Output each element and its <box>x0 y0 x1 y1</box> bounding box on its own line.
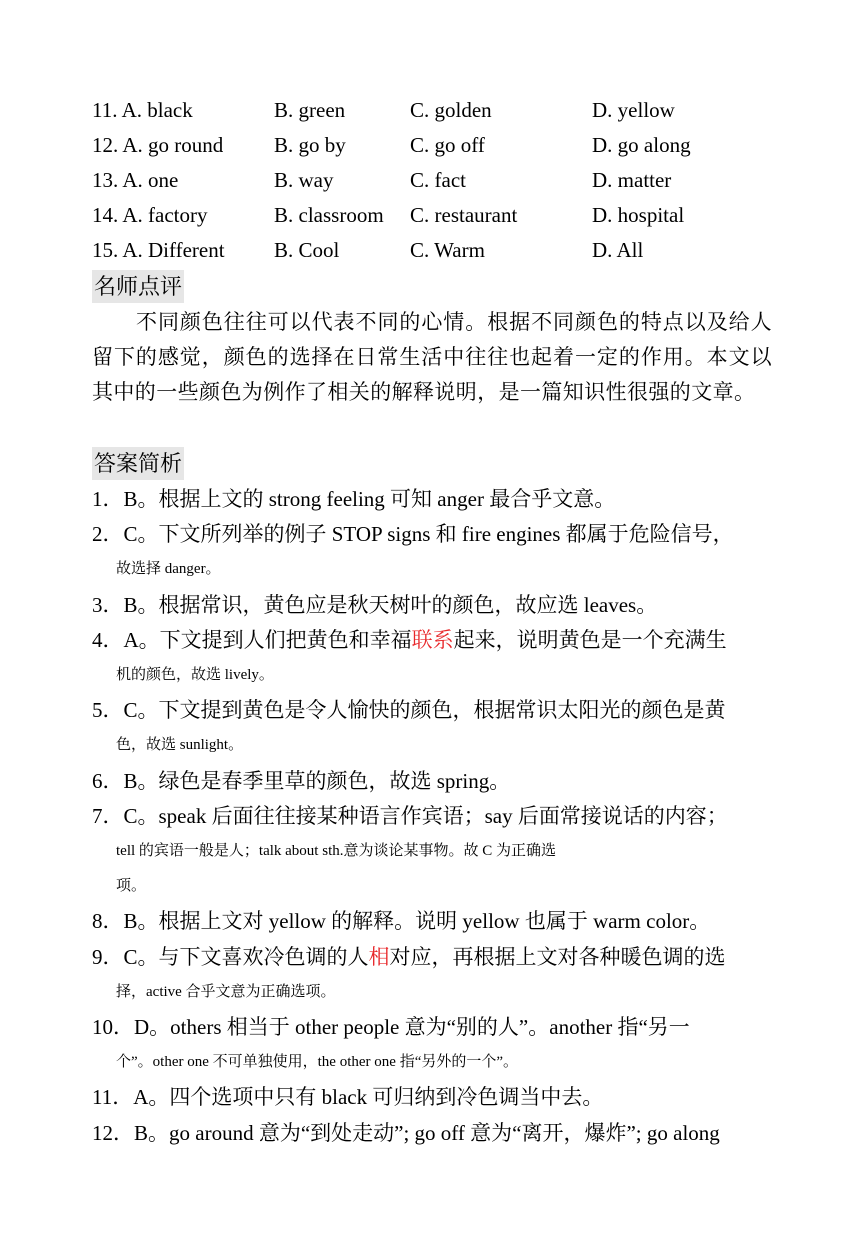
option-d: D. go along <box>592 133 691 157</box>
option-a: 15. A. Different <box>92 238 225 262</box>
answer-5-cont: 色，故选 sunlight。 <box>116 737 244 754</box>
option-a: 11. A. black <box>92 98 193 122</box>
option-b: B. Cool <box>274 238 340 262</box>
answer-10-cont: 个”。other one 不可单独使用，the other one 指“另外的一个”。 <box>116 1054 519 1071</box>
answer-1: 1．B。根据上文的 strong feeling 可知 anger 最合乎文意。 <box>92 487 616 511</box>
answer-8: 8．B。根据上文对 yellow 的解释。说明 yellow 也属于 warm color。 <box>92 909 711 934</box>
option-b: B. way <box>274 168 334 192</box>
option-c: C. Warm <box>410 238 485 262</box>
option-a: 13. A. one <box>92 168 179 192</box>
option-a: 14. A. factory <box>92 203 208 227</box>
highlight-text: 联系 <box>411 627 454 652</box>
answer-12: 12．B。go around 意为“到处走动”; go off 意为“离开，爆炸”; go along <box>92 1120 720 1145</box>
option-c: C. golden <box>410 98 492 122</box>
option-d: D. yellow <box>592 98 675 122</box>
answer-list <box>92 482 772 1151</box>
highlight-text: 相 <box>368 944 390 969</box>
answer-5: 5．C。下文提到黄色是令人愉快的颜色，根据常识太阳光的颜色是黄 <box>92 698 726 723</box>
option-b: B. classroom <box>274 203 384 227</box>
option-c: C. restaurant <box>410 203 518 227</box>
option-d: D. matter <box>592 168 672 192</box>
answer-11: 11．A。四个选项中只有 black 可归纳到冷色调当中去。 <box>92 1085 604 1110</box>
answer-2: 2．C。下文所列举的例子 STOP signs 和 fire engines 都属于危险信号， <box>92 522 734 547</box>
option-d: D. hospital <box>592 203 685 227</box>
answer-7: 7．C。speak 后面往往接某种语言作宾语；say 后面常接说话的内容； <box>92 803 728 828</box>
answer-9: 9．C。与下文喜欢冷色调的人相对应，再根据上文对各种暖色调的选 <box>92 944 726 969</box>
answer-7-cont: 项。 <box>116 878 147 895</box>
option-a: 12. A. go round <box>92 133 224 157</box>
option-d: D. All <box>592 238 644 262</box>
answer-4-cont: 机的颜色，故选 lively。 <box>116 667 274 684</box>
option-b: B. go by <box>274 133 346 157</box>
answer-3: 3．B。根据常识，黄色应是秋天树叶的颜色，故应选 leaves。 <box>92 592 658 617</box>
answer-2-cont: 故选择 danger。 <box>116 561 221 578</box>
review-paragraph: 不同颜色往往可以代表不同的心情。根据不同颜色的特点以及给人留下的感觉，颜色的选择在日常生活中往往也起着一定的作用。本文以其中的一些颜色为例作了相关的解释说明，是一篇知识性很强的文章。 <box>92 310 772 405</box>
answer-9-cont: 择，active 合乎文意为正确选项。 <box>116 983 336 1000</box>
option-c: C. go off <box>410 133 485 157</box>
answer-10: 10．D。others 相当于 other people 意为“别的人”。another 指“另一 <box>92 1015 690 1040</box>
review-heading: 名师点评 <box>92 270 184 303</box>
option-c: C. fact <box>410 168 466 192</box>
answer-7-cont: tell 的宾语一般是人；talk about sth.意为谈论某事物。故 C 为正确选 <box>116 843 556 860</box>
option-b: B. green <box>274 98 346 122</box>
answers-heading: 答案简析 <box>92 447 184 480</box>
answer-6: 6．B。绿色是春季里草的颜色，故选 spring。 <box>92 768 511 793</box>
answer-4: 4．A。下文提到人们把黄色和幸福联系起来，说明黄色是一个充满生 <box>92 627 727 652</box>
